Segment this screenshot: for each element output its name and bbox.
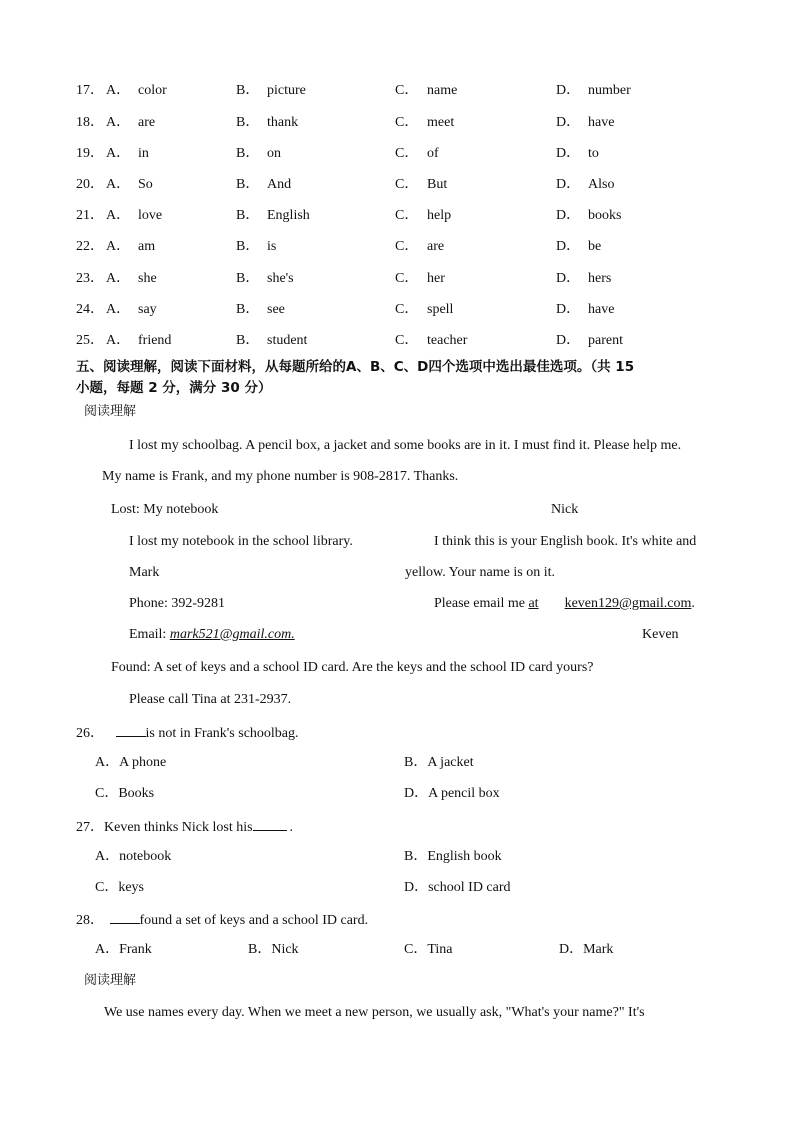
question-number: 23． xyxy=(76,271,104,286)
option-a-label: A． xyxy=(106,177,131,192)
reading-sub-label-2: 阅读理解 xyxy=(84,973,137,988)
question-27 xyxy=(76,816,293,838)
option-b[interactable]: on xyxy=(267,146,281,161)
option-c[interactable]: teacher xyxy=(427,333,468,348)
mark-notice-line1: I lost my notebook in the school library. xyxy=(129,534,353,549)
option-a[interactable]: love xyxy=(138,208,163,223)
question-stem: is not in Frank's schoolbag. xyxy=(145,726,299,741)
mark-email-label: Email: xyxy=(129,627,170,642)
keven-email-line xyxy=(434,594,695,614)
option-d[interactable]: parent xyxy=(588,333,623,348)
option-c[interactable]: are xyxy=(427,239,445,254)
option-c[interactable]: her xyxy=(427,271,445,286)
question-number: 17． xyxy=(76,83,104,98)
option-a[interactable]: color xyxy=(138,83,167,98)
question-number: 27． xyxy=(76,820,104,835)
q26-option-b[interactable]: B．A jacket xyxy=(404,755,474,770)
option-b[interactable]: And xyxy=(267,177,292,192)
q27-option-a[interactable]: A．notebook xyxy=(95,849,172,864)
option-b[interactable]: is xyxy=(267,239,277,254)
option-d[interactable]: be xyxy=(588,239,602,254)
option-a-label: A． xyxy=(106,271,131,286)
found-notice: Found: A set of keys and a school ID card. Are the keys and the school ID card yours? xyxy=(111,660,594,675)
q27-option-c[interactable]: C．keys xyxy=(95,880,144,895)
option-b-label: B． xyxy=(236,83,260,98)
option-a-label: A． xyxy=(106,333,131,348)
passage1-line2: My name is Frank, and my phone number is 908-2817. Thanks. xyxy=(102,469,459,484)
option-d[interactable]: hers xyxy=(588,271,612,286)
passage2-line1: We use names every day. When we meet a new person, we usually ask, "What's your name?" It's xyxy=(104,1005,645,1020)
option-d-label: D． xyxy=(556,115,581,130)
option-d-label: D． xyxy=(556,239,581,254)
option-a-label: A． xyxy=(106,83,131,98)
mark-email-address[interactable]: mark521@gmail.com. xyxy=(169,627,295,642)
question-number: 22． xyxy=(76,239,104,254)
option-a-label: A． xyxy=(106,146,131,161)
option-d-label: D． xyxy=(556,83,581,98)
option-a[interactable]: are xyxy=(138,115,156,130)
option-c[interactable]: meet xyxy=(427,115,455,130)
option-c-label: C． xyxy=(395,177,419,192)
answer-blank xyxy=(253,816,287,831)
q28-option-c[interactable]: C．Tina xyxy=(404,942,453,957)
option-d[interactable]: to xyxy=(588,146,599,161)
q26-option-a[interactable]: A．A phone xyxy=(95,755,167,770)
q28-option-b[interactable]: B．Nick xyxy=(248,942,299,957)
keven-notice-line1: I think this is your English book. It's white and xyxy=(434,534,697,549)
option-c[interactable]: help xyxy=(427,208,452,223)
option-c[interactable]: spell xyxy=(427,302,454,317)
mark-phone: Phone: 392-9281 xyxy=(129,596,226,611)
found-notice-line2: Please call Tina at 231-2937. xyxy=(129,692,292,707)
question-stem-end: . xyxy=(289,820,294,835)
option-b[interactable]: see xyxy=(267,302,285,317)
option-b-label: B． xyxy=(236,271,260,286)
option-a-label: A． xyxy=(106,239,131,254)
option-b-label: B． xyxy=(236,115,260,130)
keven-email-address[interactable]: keven129@gmail.com xyxy=(564,596,692,611)
question-number: 24． xyxy=(76,302,104,317)
option-c-label: C． xyxy=(395,83,419,98)
q26-option-d[interactable]: D．A pencil box xyxy=(404,786,500,801)
question-number: 21． xyxy=(76,208,104,223)
mark-email-line xyxy=(129,625,295,645)
option-a[interactable]: say xyxy=(138,302,157,317)
option-a[interactable]: am xyxy=(138,239,156,254)
keven-notice-line2: yellow. Your name is on it. xyxy=(405,565,555,580)
question-stem: Keven thinks Nick lost his xyxy=(104,820,253,835)
nick-name: Nick xyxy=(551,502,579,517)
option-c-label: C． xyxy=(395,333,419,348)
keven-email-at: at xyxy=(528,596,539,611)
option-b[interactable]: picture xyxy=(267,83,306,98)
reading-sub-label: 阅读理解 xyxy=(84,404,137,419)
option-b[interactable]: thank xyxy=(267,115,299,130)
option-d[interactable]: Also xyxy=(588,177,615,192)
answer-blank xyxy=(116,722,146,737)
option-d-label: D． xyxy=(556,177,581,192)
option-b-label: B． xyxy=(236,333,260,348)
option-c[interactable]: But xyxy=(427,177,448,192)
option-a-label: A． xyxy=(106,302,131,317)
option-b[interactable]: English xyxy=(267,208,310,223)
mark-name: Mark xyxy=(129,565,160,580)
option-d-label: D． xyxy=(556,208,581,223)
question-number: 20． xyxy=(76,177,104,192)
passage1-line1: I lost my schoolbag. A pencil box, a jacket and some books are in it. I must find it. Please help me. xyxy=(129,438,682,453)
option-c[interactable]: of xyxy=(427,146,439,161)
q26-option-c[interactable]: C．Books xyxy=(95,786,155,801)
option-c-label: C． xyxy=(395,239,419,254)
q28-option-a[interactable]: A．Frank xyxy=(95,942,152,957)
option-a-label: A． xyxy=(106,115,131,130)
option-a[interactable]: in xyxy=(138,146,149,161)
answer-blank xyxy=(110,909,140,924)
option-a[interactable]: So xyxy=(138,177,153,192)
option-d-label: D． xyxy=(556,271,581,286)
option-a[interactable]: friend xyxy=(138,333,172,348)
q28-option-d[interactable]: D．Mark xyxy=(559,942,614,957)
option-c-label: C． xyxy=(395,208,419,223)
option-c-label: C． xyxy=(395,146,419,161)
question-28 xyxy=(76,909,368,931)
option-b-label: B． xyxy=(236,208,260,223)
option-b-label: B． xyxy=(236,146,260,161)
option-b[interactable]: she's xyxy=(267,271,294,286)
keven-name: Keven xyxy=(642,627,679,642)
option-d[interactable]: have xyxy=(588,302,615,317)
option-a-label: A． xyxy=(106,208,131,223)
question-stem: found a set of keys and a school ID card. xyxy=(139,913,369,928)
q27-option-b[interactable]: B．English book xyxy=(404,849,502,864)
question-number: 18． xyxy=(76,115,104,130)
option-c-label: C． xyxy=(395,302,419,317)
section-heading-line2: 小题，每题 2 分，满分 30 分） xyxy=(76,380,272,396)
section-5-heading xyxy=(76,357,726,399)
keven-email-pre: Please email me xyxy=(434,596,529,611)
question-26 xyxy=(76,722,299,744)
lost-label: Lost: My notebook xyxy=(111,502,219,517)
option-c[interactable]: name xyxy=(427,83,458,98)
question-number: 19． xyxy=(76,146,104,161)
question-number: 28． xyxy=(76,913,104,928)
question-number: 26． xyxy=(76,726,104,741)
option-b-label: B． xyxy=(236,302,260,317)
option-d-label: D． xyxy=(556,302,581,317)
option-b-label: B． xyxy=(236,239,260,254)
section-heading-line1: 五、阅读理解，阅读下面材料，从每题所给的A、B、C、D四个选项中选出最佳选项。（共 15 xyxy=(76,359,635,375)
option-b-label: B． xyxy=(236,177,260,192)
q27-option-d[interactable]: D．school ID card xyxy=(404,880,511,895)
keven-email-post: . xyxy=(691,596,695,611)
question-number: 25． xyxy=(76,333,104,348)
option-d-label: D． xyxy=(556,146,581,161)
option-d[interactable]: books xyxy=(588,208,622,223)
option-c-label: C． xyxy=(395,115,419,130)
option-d[interactable]: have xyxy=(588,115,615,130)
option-d[interactable]: number xyxy=(588,83,631,98)
option-a[interactable]: she xyxy=(138,271,157,286)
option-c-label: C． xyxy=(395,271,419,286)
option-b[interactable]: student xyxy=(267,333,308,348)
option-d-label: D． xyxy=(556,333,581,348)
